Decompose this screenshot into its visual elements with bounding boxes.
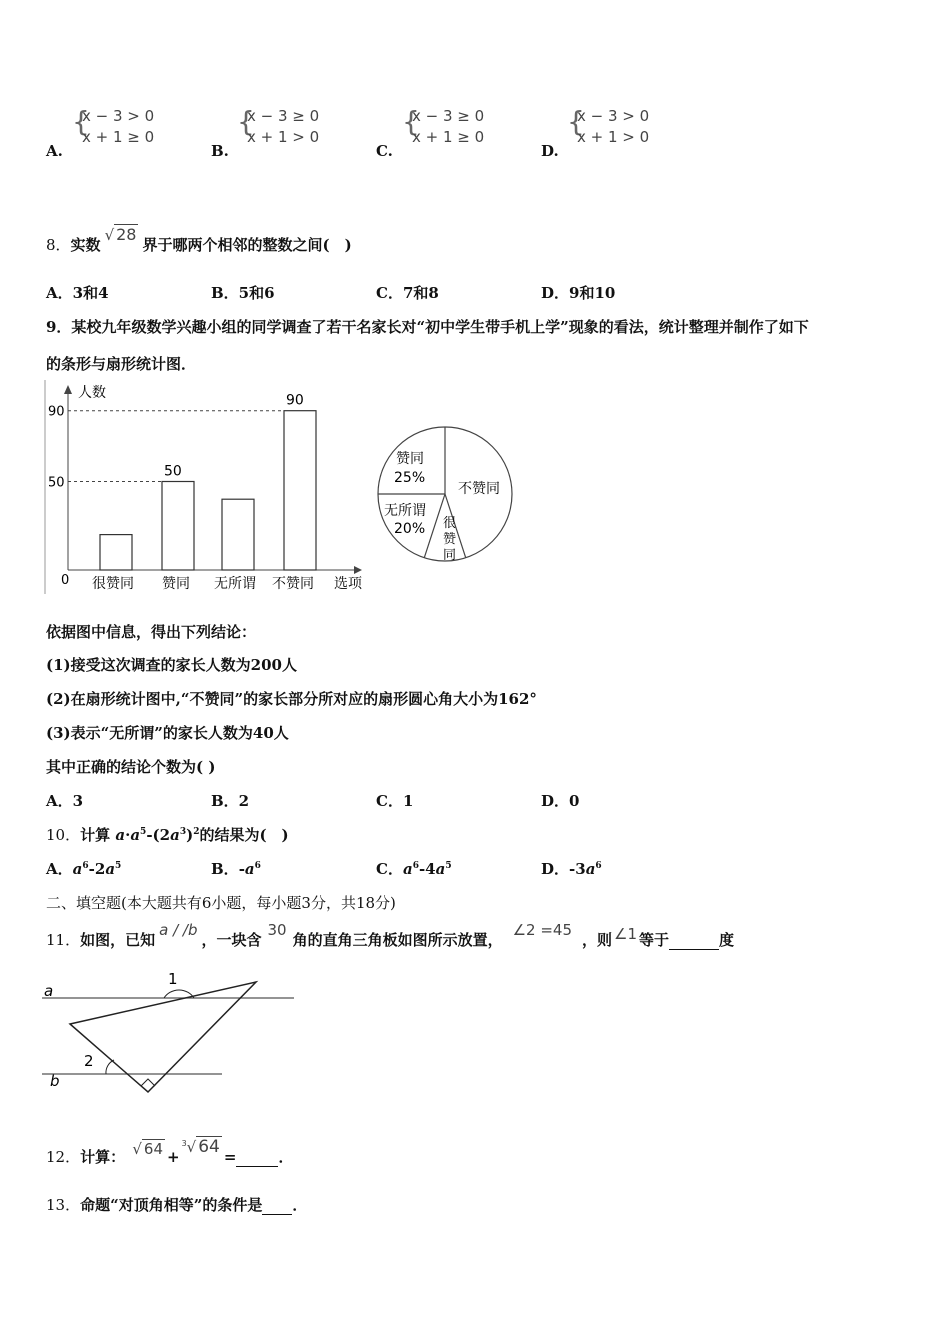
- option-label: C.: [376, 142, 393, 160]
- q11-figure: [42, 968, 302, 1098]
- conclusion-1: (1)接受这次调查的家长人数为200人: [46, 656, 297, 674]
- inequality-2: x + 1 > 0: [577, 128, 650, 146]
- q8-option-d: D．9和10: [541, 284, 616, 302]
- option-label: D．: [541, 860, 570, 878]
- option-label: A．: [46, 860, 73, 878]
- option-label: A.: [46, 142, 63, 160]
- q11-text-3: 角的直角三角板如图所示放置，: [292, 931, 503, 949]
- right-angle-mark: [141, 1079, 155, 1086]
- q9-question: 其中正确的结论个数为( ): [46, 758, 216, 776]
- y-tick-label: 90: [48, 404, 65, 420]
- bar-value-label: 50: [164, 463, 182, 480]
- conclusions-intro: 依据图中信息，得出下列结论：: [46, 623, 257, 641]
- q10-option-a: A．$a^6-2a^5$: [46, 860, 122, 878]
- plus-sign: +: [167, 1148, 180, 1166]
- q9-option-c: C．1: [376, 792, 414, 810]
- q10-option-b: B．$-a^6$: [211, 860, 261, 878]
- question-number: 8．: [46, 236, 71, 254]
- inequality-system: [82, 106, 154, 148]
- q9-option-d: D．0: [541, 792, 580, 810]
- cbrt-64: $^3$√ 64: [181, 1137, 220, 1157]
- radicand: 64: [198, 1137, 220, 1157]
- x-axis-label: 选项: [334, 576, 362, 592]
- question-number: 13．: [46, 1196, 81, 1214]
- q11-text-1: 如图，已知: [80, 931, 156, 949]
- slice-label-bu-zan-tong: 不赞同: [458, 481, 500, 497]
- q9-stem-line2: 的条形与扇形统计图．: [46, 355, 197, 373]
- bar-chart: [44, 380, 374, 598]
- q10-suffix: 的结果为( ): [199, 826, 289, 844]
- q9-option-a: A．3: [46, 792, 84, 810]
- root-index: 3: [181, 1139, 187, 1148]
- slice-label-hen-zan-tong: 很赞同: [443, 516, 457, 563]
- q12-end: ．: [278, 1148, 294, 1166]
- q11-text-4: ，则: [582, 931, 613, 949]
- slice-label-wu-suo-wei: 无所谓: [384, 503, 426, 519]
- q11-answer-blank[interactable]: [669, 949, 719, 950]
- q11-math-angle2: ∠2 =45: [512, 921, 573, 939]
- q11-math-30: 30: [267, 921, 287, 939]
- conclusion-3: (3)表示“无所谓”的家长人数为40人: [46, 724, 289, 742]
- bar-value-label: 90: [286, 392, 304, 409]
- option-label: B.: [211, 142, 229, 160]
- q13-text: 命题“对顶角相等”的条件是: [80, 1196, 263, 1214]
- question-number: 12．: [46, 1148, 81, 1166]
- q10-text: 计算: [80, 826, 111, 844]
- option-label: B．: [211, 860, 239, 878]
- inequality-1: x − 3 ≥ 0: [247, 107, 320, 125]
- inequality-2: x + 1 ≥ 0: [82, 128, 155, 146]
- q10-expression: $a\cdot a^5-(2a^3)^2$: [115, 826, 200, 844]
- pie-chart: [374, 425, 516, 570]
- radicand: 64: [143, 1140, 163, 1158]
- equals-sign: =: [223, 1148, 237, 1166]
- bar-赞同: [162, 482, 194, 571]
- q11-text-6: 度: [719, 931, 735, 949]
- inequality-1: x − 3 ≥ 0: [412, 107, 485, 125]
- q13-answer-blank[interactable]: [262, 1214, 292, 1215]
- question-number: 10．: [46, 826, 81, 844]
- section-heading: 二、填空题(本大题共有6小题，每小题3分，共18分): [46, 894, 396, 912]
- q13-stem: [46, 1194, 307, 1215]
- category-label: 赞同: [162, 576, 190, 592]
- y-tick-label: 0: [61, 573, 70, 588]
- q12-answer-blank[interactable]: [236, 1166, 278, 1167]
- sqrt-28: √ 28: [104, 225, 137, 244]
- inequality-2: x + 1 > 0: [247, 128, 320, 146]
- brace: {: [72, 105, 90, 138]
- category-label: 无所谓: [214, 576, 256, 592]
- q9-stem-line1: 9．某校九年级数学兴趣小组的同学调查了若干名家长对“初中学生带手机上学”现象的看法，统计整理并制作了如下: [46, 318, 809, 336]
- q8-option-c: C．7和8: [376, 284, 439, 302]
- slice-percent-zan-tong: 25%: [394, 470, 426, 486]
- inequality-system: [412, 106, 484, 148]
- q11-math-parallel: a / /b: [159, 921, 198, 939]
- inequality-2: x + 1 ≥ 0: [412, 128, 485, 146]
- q11-stem: [46, 921, 735, 950]
- sqrt-64: √ 64: [132, 1140, 163, 1158]
- y-tick-label: 50: [48, 475, 65, 491]
- bar-无所谓: [222, 499, 254, 570]
- label-angle-2: 2: [84, 1052, 94, 1070]
- label-b: b: [50, 1072, 60, 1090]
- inequality-system: [247, 106, 319, 148]
- option-label: D.: [541, 142, 559, 160]
- q10-option-c: C．$a^6-4a^5$: [376, 860, 452, 878]
- q10-option-d: D．$-3a^6$: [541, 860, 602, 878]
- brace: {: [402, 105, 420, 138]
- q10-stem: [46, 824, 289, 845]
- q8-suffix: 界于哪两个相邻的整数之间( ): [142, 236, 352, 254]
- q8-prefix: 实数: [70, 236, 101, 254]
- category-label: 很赞同: [92, 576, 134, 592]
- label-a: a: [44, 982, 54, 1000]
- q8-option-b: B．5和6: [211, 284, 275, 302]
- label-angle-1: 1: [168, 970, 178, 988]
- inequality-1: x − 3 > 0: [82, 107, 155, 125]
- q11-text-5: 等于: [639, 931, 670, 949]
- inequality-1: x − 3 > 0: [577, 107, 650, 125]
- radicand: 28: [116, 225, 137, 244]
- brace: {: [237, 105, 255, 138]
- bar-很赞同: [100, 535, 132, 570]
- q11-text-2: ，一块含: [201, 931, 262, 949]
- inequality-system: [577, 106, 649, 148]
- y-axis-label: 人数: [78, 385, 106, 401]
- slice-label-zan-tong: 赞同: [396, 451, 424, 467]
- brace: {: [567, 105, 585, 138]
- conclusion-2: (2)在扇形统计图中,“不赞同”的家长部分所对应的扇形圆心角大小为162°: [46, 690, 537, 708]
- bar-不赞同: [284, 411, 316, 570]
- q8-option-a: A．3和4: [46, 284, 109, 302]
- q9-option-b: B．2: [211, 792, 250, 810]
- y-axis-arrow: [64, 385, 72, 394]
- question-number: 11．: [46, 931, 81, 949]
- q13-end: ．: [292, 1196, 308, 1214]
- q11-math-angle1: ∠1: [614, 925, 638, 943]
- x-axis-arrow: [354, 566, 362, 574]
- q12-text: 计算：: [80, 1148, 126, 1166]
- q12-stem: [46, 1137, 294, 1167]
- option-label: C．: [376, 860, 403, 878]
- slice-percent-wu-suo-wei: 20%: [394, 521, 426, 537]
- q8-stem: [46, 225, 352, 255]
- category-label: 不赞同: [272, 576, 314, 592]
